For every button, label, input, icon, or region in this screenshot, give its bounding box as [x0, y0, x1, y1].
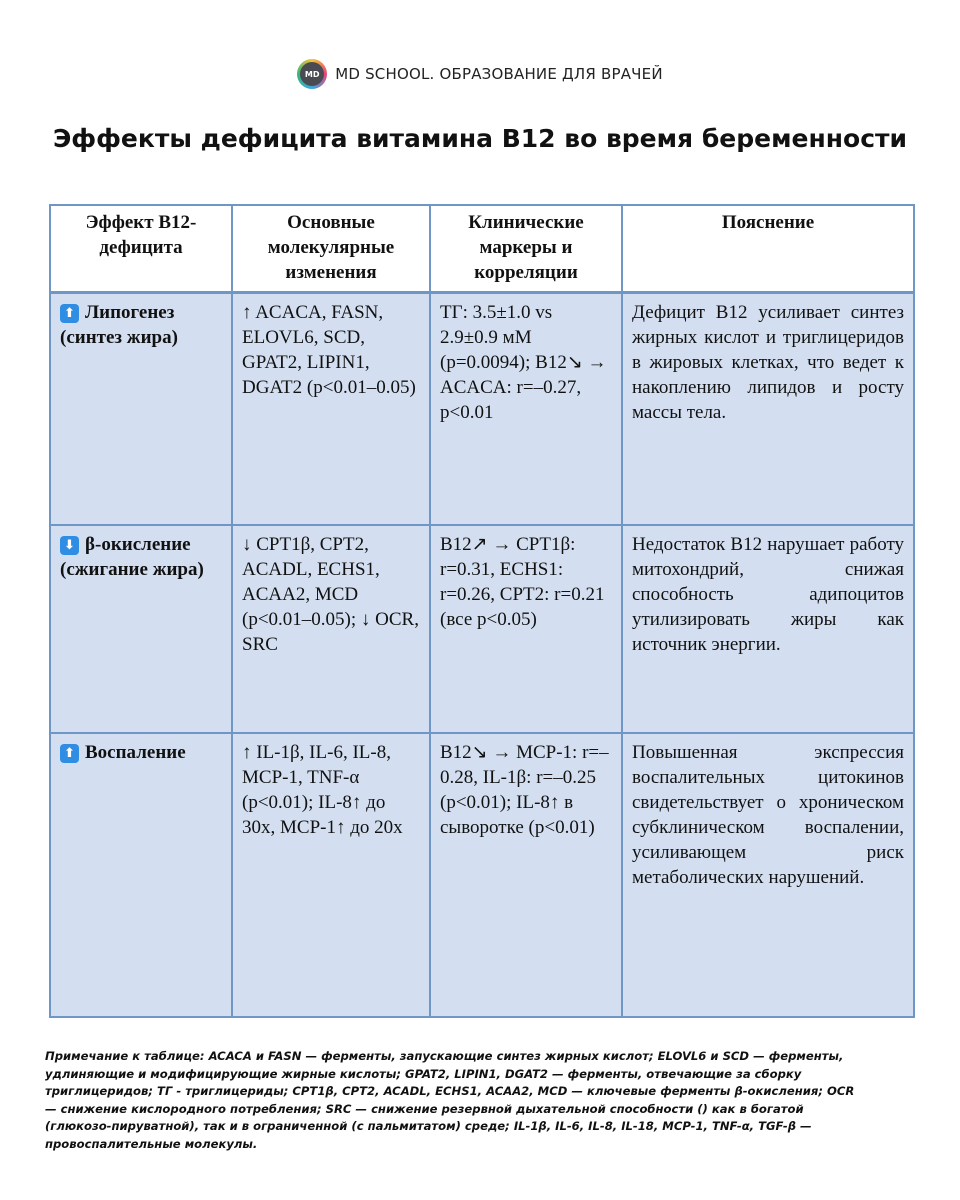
column-header-effect: Эффект B12-дефицита	[50, 205, 232, 293]
arrow-up-icon: ⬆	[60, 744, 79, 763]
brand-header	[0, 58, 960, 90]
table-row-inflammation	[50, 733, 914, 1017]
column-header-molecular: Основные молекулярные изменения	[232, 205, 430, 293]
table-header-row	[50, 205, 914, 293]
effect-label: β-окисление (сжигание жира)	[60, 533, 204, 580]
molecular-cell: ↑ ACACA, FASN, ELOVL6, SCD, GPAT2, LIPIN1, DGAT2 (p<0.01–0.05)	[232, 293, 430, 525]
md-school-logo-icon	[297, 59, 327, 89]
effect-label: Липогенез (синтез жира)	[60, 302, 178, 348]
markers-cell: B12↘ → MCP-1: r=–0.28, IL-1β: r=–0.25 (p<0.01); IL-8↑ в сыворотке (p<0.01)	[430, 733, 622, 1017]
explanation-cell: Дефицит B12 усиливает синтез жирных кислот и триглицеридов в жировых клетках, что ведет к накоплению липидов и росту массы тела.	[622, 293, 914, 525]
page-title: Эффекты дефицита витамина B12 во время беременности	[52, 124, 908, 153]
column-header-explanation: Пояснение	[622, 205, 914, 293]
molecular-cell: ↑ IL-1β, IL-6, IL-8, MCP-1, TNF-α (p<0.01); IL-8↑ до 30х, MCP-1↑ до 20х	[232, 733, 430, 1017]
column-header-markers: Клинические маркеры и корреляции	[430, 205, 622, 293]
b12-effects-table	[49, 204, 915, 1018]
effect-cell	[50, 733, 232, 1017]
markers-cell: B12↗ → CPT1β: r=0.31, ECHS1: r=0.26, CPT2: r=0.21 (все p<0.05)	[430, 525, 622, 733]
brand-name: MD SCHOOL. ОБРАЗОВАНИЕ ДЛЯ ВРАЧЕЙ	[335, 65, 663, 83]
table-footnote: Примечание к таблице: ACACA и FASN — ферменты, запускающие синтез жирных кислот; ELOVL6 и SCD — ферменты, удлиняющие и модифицирующие жирные кислоты; GPAT2, LIPIN1, DGAT2 — ферменты, отвечающие за сборку триглицеридов; ТГ - триглицериды; CPT1β, CPT2, ACADL, ECHS1, ACAA2, MCD — ключевые ферменты β-окисления; OCR — снижение кислородного потребления; SRC — снижение резервной дыхательной способности () как в богатой (глюкозо-пируватной), так и в ограниченной (с пальмитатом) среде; IL-1β, IL-6, IL-8, IL-18, MCP-1, TNF-α, TGF-β — провоспалительные молекулы.	[45, 1049, 855, 1151]
arrow-up-icon: ⬆	[60, 304, 79, 323]
markers-cell: ТГ: 3.5±1.0 vs 2.9±0.9 мМ (p=0.0094); B12↘ → ACACA: r=–0.27, p<0.01	[430, 293, 622, 525]
table-row-beta-oxidation	[50, 525, 914, 733]
logo-text: MD	[300, 62, 324, 86]
table-row-lipogenesis	[50, 293, 914, 525]
explanation-cell: Повышенная экспрессия воспалительных цитокинов свидетельствует о хроническом субклиническом воспалении, усиливающем риск метаболических нарушений.	[622, 733, 914, 1017]
effect-cell	[50, 525, 232, 733]
effect-cell	[50, 293, 232, 525]
explanation-cell: Недостаток B12 нарушает работу митохондрий, снижая способность адипоцитов утилизировать жиры как источник энергии.	[622, 525, 914, 733]
effect-label: Воспаление	[85, 741, 186, 763]
arrow-down-icon: ⬇	[60, 536, 79, 555]
molecular-cell: ↓ CPT1β, CPT2, ACADL, ECHS1, ACAA2, MCD (p<0.01–0.05); ↓ OCR, SRC	[232, 525, 430, 733]
